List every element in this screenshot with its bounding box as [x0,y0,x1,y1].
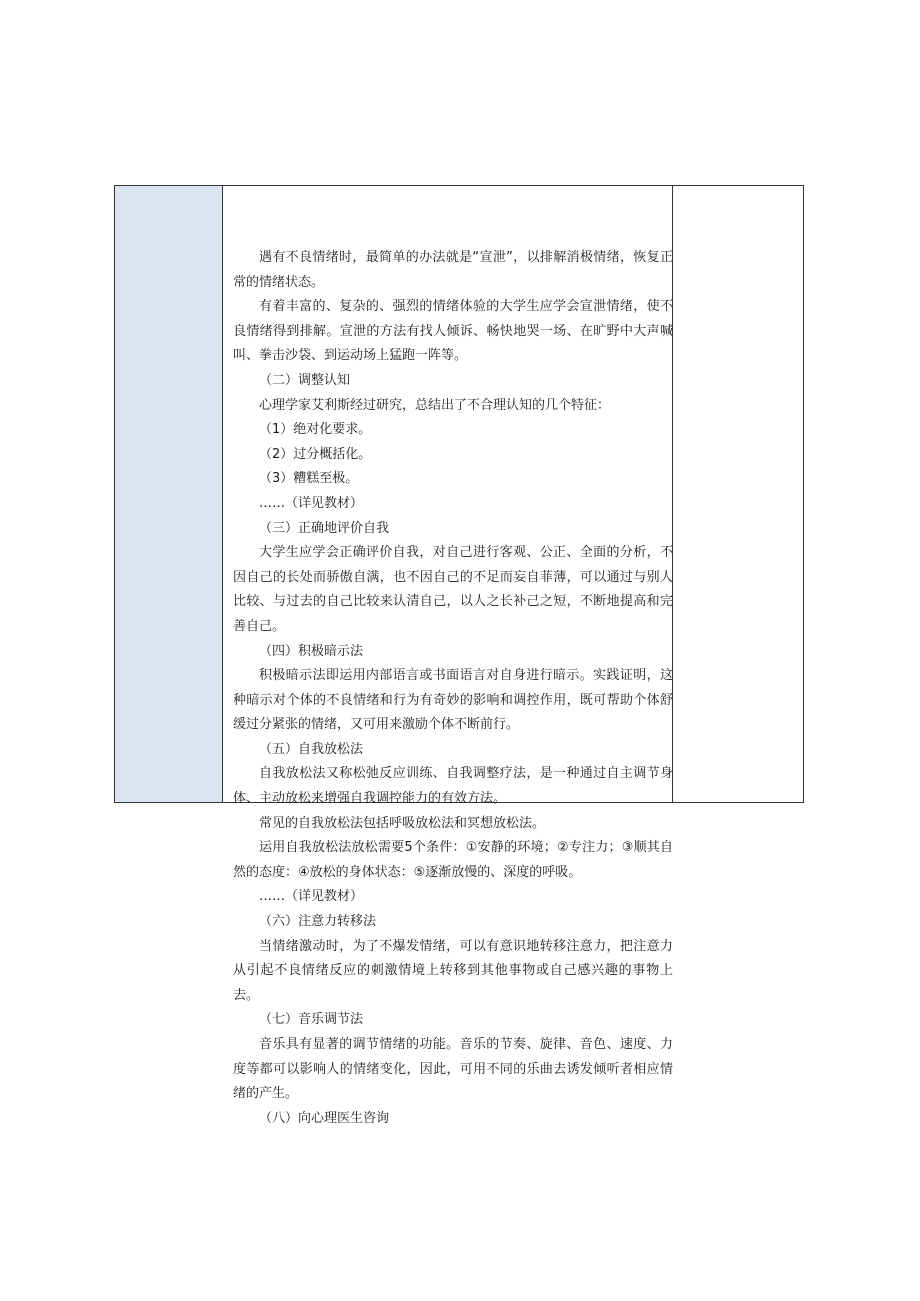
lesson-table [114,185,804,1126]
paragraph: 心理学家艾利斯经过研究，总结出了不合理认知的几个特征： [259,397,611,413]
see-textbook-note: ……（详见教材） [259,889,364,905]
paragraph: 音乐具有显著的调节情绪的功能。音乐的节奏、旋律、音色、速度、力度等都可以影响人的情绪变化，因此，可用不同的乐曲去诱发倾听者相应情绪的产生。 [233,1037,673,1102]
section-heading: （八）向心理医生咨询 [259,1110,390,1126]
see-textbook-note: ……（详见教材） [259,495,364,511]
section-heading: （六）注意力转移法 [259,914,377,930]
paragraph: 积极暗示法即运用内部语言或书面语言对自身进行暗示。实践证明，这种暗示对个体的不良情绪和行为有奇妙的影响和调控作用，既可帮助个体舒缓过分紧张的情绪，又可用来激励个体不断前行。 [233,668,673,733]
paragraph: 当情绪激动时，为了不爆发情绪，可以有意识地转移注意力，把注意力从引起不良情绪反应的刺激情境上转移到其他事物或自己感兴趣的事物上去。 [233,938,673,1003]
section-heading: （七）音乐调节法 [259,1012,364,1028]
list-item: （2）过分概括化。 [259,446,372,462]
paragraph: 常见的自我放松法包括呼吸放松法和冥想放松法。 [259,815,546,831]
content-column [223,186,673,1126]
section-heading: （四）积极暗示法 [259,643,364,659]
section-heading: （五）自我放松法 [259,741,364,757]
right-empty-column [673,186,803,802]
list-item: （3）糟糕至极。 [259,471,359,487]
section-heading: （二）调整认知 [259,372,351,388]
list-item: （1）绝对化要求。 [259,422,372,438]
content-text [233,246,673,1131]
left-shaded-column [115,186,223,802]
paragraph: 自我放松法又称松弛反应训练、自我调整疗法，是一种通过自主调节身体、主动放松来增强自我调控能力的有效方法。 [233,766,673,807]
paragraph: 运用自我放松法放松需要5个条件：①安静的环境；②专注力；③顺其自然的态度：④放松的身体状态：⑤逐渐放慢的、深度的呼吸。 [233,840,673,880]
paragraph: 遇有不良情绪时，最简单的办法就是“宣泄”，以排解消极情绪，恢复正常的情绪状态。 [233,250,673,290]
section-heading: （三）正确地评价自我 [259,520,390,536]
paragraph: 有着丰富的、复杂的、强烈的情绪体验的大学生应学会宣泄情绪，使不良情绪得到排解。宣泄的方法有找人倾诉、畅快地哭一场、在旷野中大声喊叫、拳击沙袋、到运动场上猛跑一阵等。 [233,299,673,364]
paragraph: 大学生应学会正确评价自我，对自己进行客观、公正、全面的分析，不因自己的长处而骄傲自满，也不因自己的不足而妄自菲薄，可以通过与别人比较、与过去的自己比较来认清自己，以人之长补己之短，不断地提高和完善自己。 [233,545,673,634]
